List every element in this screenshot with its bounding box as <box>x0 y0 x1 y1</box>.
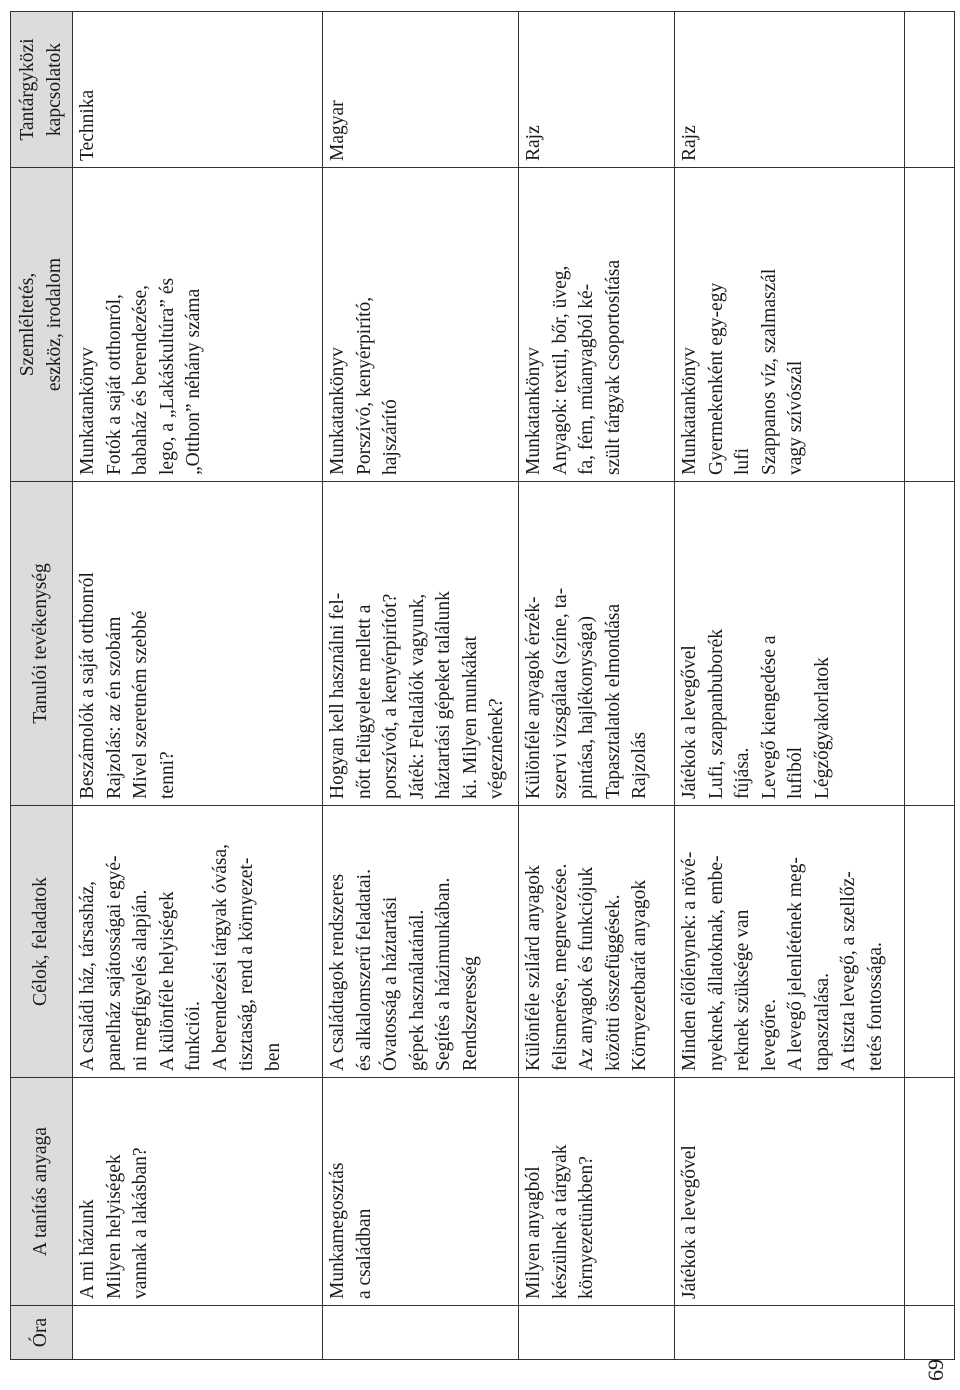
cell-anyag <box>905 1078 955 1306</box>
tevekenyseg-line: Játékok a levegővel <box>679 645 700 799</box>
header-anyag: A tanítás anyaga <box>11 1078 73 1306</box>
tevekenyseg-line: ki. Milyen munkákat <box>459 635 481 799</box>
celok-line: A tiszta levegő, a szellőz- <box>838 871 859 1071</box>
tevekenyseg-line: Beszámolók a saját otthonról <box>77 572 98 799</box>
table-body <box>73 12 955 1360</box>
cell-szemleltetes <box>73 168 323 482</box>
celok-line: A berendezési tárgyak óvása, <box>209 843 231 1071</box>
szemleltetes-line: fa, fém, műanyagból ké- <box>576 283 597 475</box>
cell-kapcsolatok <box>73 12 323 168</box>
cell-celok <box>323 806 519 1078</box>
anyag-line: Játékok a levegővel <box>679 1145 700 1299</box>
celok-line: A különféle helyiségek <box>156 891 178 1071</box>
lesson-plan-table <box>10 11 955 1360</box>
cell-tevekenyseg <box>323 482 519 806</box>
tevekenyseg-line: szervi vizsgálata (színe, ta- <box>549 587 571 799</box>
celok-line: felismerése, megnevezése. <box>549 863 571 1071</box>
anyag-line: a családban <box>353 1208 375 1299</box>
celok-line: Környezetbarát anyagok <box>629 879 650 1071</box>
cell-szemleltetes <box>519 168 675 482</box>
celok-line: ben <box>262 1042 284 1071</box>
szemleltetes-line: szült tárgyak csoportosítása <box>602 259 624 475</box>
cell-anyag <box>323 1078 519 1306</box>
celok-line: tetés fontossága. <box>864 942 886 1071</box>
page-number: 69 <box>923 1359 948 1381</box>
kapcsolatok-line: Magyar <box>327 100 348 161</box>
tevekenyseg-line: fújása. <box>732 747 753 799</box>
celok-line: közötti összefüggések. <box>602 894 624 1071</box>
celok-line: és alkalomszerű feladatai. <box>353 869 375 1071</box>
table-row <box>73 12 323 1360</box>
cell-ora <box>73 1306 323 1360</box>
celok-line: A családtagok rendszeres <box>327 873 348 1071</box>
anyag-line: Milyen anyagból <box>523 1166 544 1299</box>
cell-tevekenyseg <box>675 482 905 806</box>
header-celok: Célok, feladatok <box>11 806 73 1078</box>
tevekenyseg-line: Lufi, szappanbuborék <box>705 628 727 799</box>
szemleltetes-line: lufi <box>732 447 753 475</box>
tevekenyseg-line: nőtt felügyelete mellett a <box>353 604 375 799</box>
anyag-line: Milyen helyiségek <box>103 1154 125 1299</box>
szemleltetes-line: hajszárító <box>380 399 401 475</box>
szemleltetes-line: Fotók a saját otthonról, <box>103 294 125 475</box>
tevekenyseg-line: Különféle anyagok érzék- <box>523 596 544 799</box>
cell-ora <box>519 1306 675 1360</box>
szemleltetes-line: Szappanos víz, szalmaszál <box>758 268 780 475</box>
table-row <box>519 12 675 1360</box>
celok-line: Az anyagok és funkciójuk <box>576 866 597 1071</box>
cell-tevekenyseg <box>905 482 955 806</box>
celok-line: levegőre. <box>758 998 780 1071</box>
cell-szemleltetes <box>905 168 955 482</box>
celok-line: Óvatosság a háztartási <box>380 896 401 1071</box>
celok-line: gépek használatánál. <box>406 909 428 1071</box>
header-line: eszköz, irodalom <box>43 257 65 392</box>
anyag-line: környezetünkben? <box>576 1156 597 1299</box>
header-line: Szemléltetés, <box>17 272 38 377</box>
tevekenyseg-line: Rajzolás: az én szobám <box>103 616 125 799</box>
header-line: Tantárgyközi <box>17 38 38 141</box>
kapcsolatok-line: Rajz <box>679 125 700 161</box>
tevekenyseg-line: Rajzolás <box>629 731 650 799</box>
tevekenyseg-line: pintása, hajlékonysága) <box>576 615 597 799</box>
celok-line: Minden élőlénynek: a növé- <box>679 851 700 1071</box>
cell-tevekenyseg <box>73 482 323 806</box>
szemleltetes-line: Munkatankönyv <box>679 347 700 475</box>
celok-line: funkciói. <box>183 1001 204 1071</box>
cell-celok <box>905 806 955 1078</box>
szemleltetes-line: babaház és berendezése, <box>130 284 151 475</box>
celok-line: tapasztalása. <box>811 973 833 1071</box>
header-row <box>11 12 73 1360</box>
szemleltetes-line: Gyermekenként egy-egy <box>705 282 727 475</box>
celok-line: tisztaság, rend a környezet- <box>236 857 257 1071</box>
cell-kapcsolatok <box>675 12 905 168</box>
tevekenyseg-line: tenni? <box>156 751 178 799</box>
celok-line: nyeknek, állatoknak, embe- <box>705 855 727 1071</box>
tevekenyseg-line: Hogyan kell használni fel- <box>327 592 348 799</box>
tevekenyseg-line: porszívót, a kenyérpirítót? <box>380 593 401 799</box>
szemleltetes-line: lego, a „Lakáskultúra” és <box>156 277 178 475</box>
cell-celok <box>519 806 675 1078</box>
table-row <box>675 12 905 1360</box>
header-szemleltetes <box>11 168 73 482</box>
header-line: kapcsolatok <box>43 42 65 137</box>
cell-anyag <box>675 1078 905 1306</box>
celok-line: Rendszeresség <box>459 956 481 1071</box>
szemleltetes-line: „Otthon” néhány száma <box>183 288 204 475</box>
szemleltetes-line: Munkatankönyv <box>327 347 348 475</box>
tevekenyseg-line: végeznének? <box>486 698 507 799</box>
cell-kapcsolatok <box>905 12 955 168</box>
anyag-line: készülnek a tárgyak <box>549 1144 571 1299</box>
szemleltetes-line: Anyagok: textil, bőr, üveg, <box>549 265 571 475</box>
tevekenyseg-line: Tapasztalatok elmondása <box>602 603 624 799</box>
header-kapcsolatok <box>11 12 73 168</box>
tevekenyseg-line: Mivel szeretném szebbé <box>130 610 151 799</box>
cell-ora <box>323 1306 519 1360</box>
tevekenyseg-line: Játék: Feltalálók vagyunk, <box>406 593 428 799</box>
kapcsolatok-line: Rajz <box>523 125 544 161</box>
cell-kapcsolatok <box>519 12 675 168</box>
cell-celok <box>73 806 323 1078</box>
celok-line: Segítés a házimunkában. <box>433 877 454 1071</box>
szemleltetes-line: Munkatankönyv <box>523 347 544 475</box>
cell-kapcsolatok <box>323 12 519 168</box>
table-row <box>905 12 955 1360</box>
celok-line: reknek szüksége van <box>732 909 753 1071</box>
header-tevekenyseg: Tanulói tevékenység <box>11 482 73 806</box>
table-row <box>323 12 519 1360</box>
celok-line: Különféle szilárd anyagok <box>523 865 544 1071</box>
anyag-line: Munkamegosztás <box>327 1162 348 1299</box>
cell-celok <box>675 806 905 1078</box>
cell-anyag <box>519 1078 675 1306</box>
tevekenyseg-line: Légzőgyakorlatok <box>811 657 833 799</box>
szemleltetes-line: Porszívó, kenyérpirító, <box>353 296 375 475</box>
cell-szemleltetes <box>675 168 905 482</box>
szemleltetes-line: Munkatankönyv <box>77 347 98 475</box>
anyag-line: A mi házunk <box>77 1199 98 1299</box>
szemleltetes-line: vagy szívószál <box>785 360 806 475</box>
celok-line: panelház sajátosságai egyé- <box>103 855 125 1071</box>
cell-anyag <box>73 1078 323 1306</box>
celok-line: A levegő jelenlétének meg- <box>785 857 806 1071</box>
tevekenyseg-line: lufiból <box>785 747 806 799</box>
cell-ora <box>675 1306 905 1360</box>
tevekenyseg-line: háztartási gépeket találunk <box>433 591 454 799</box>
tevekenyseg-line: Levegő kiengedése a <box>758 635 780 799</box>
kapcsolatok-line: Technika <box>77 89 98 161</box>
anyag-line: vannak a lakásban? <box>130 1147 151 1299</box>
cell-szemleltetes <box>323 168 519 482</box>
celok-line: A családi ház, társasház, <box>77 880 98 1071</box>
celok-line: ni megfigyelés alapján. <box>130 889 151 1071</box>
cell-tevekenyseg <box>519 482 675 806</box>
header-ora: Óra <box>11 1306 73 1360</box>
